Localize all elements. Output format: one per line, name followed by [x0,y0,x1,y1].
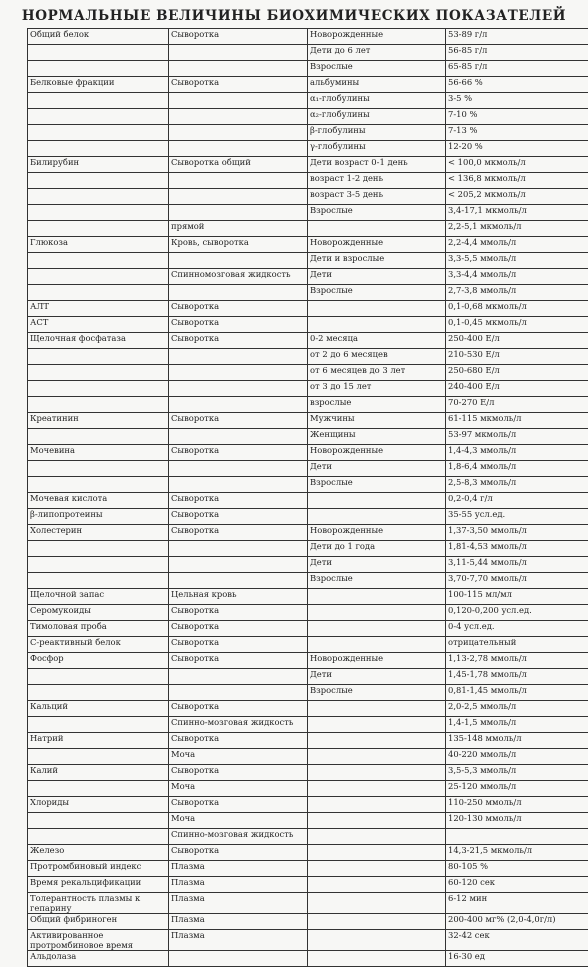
value-cell: 16-30 ед [446,951,588,967]
indicator-cell: Активированное протромбиновое время [28,930,169,951]
table-row [28,749,588,765]
group-cell: Новорожденные [308,653,446,669]
indicator-cell: Хлориды [28,797,169,813]
indicator-cell: Мочевая кислота [28,493,169,509]
material-cell [169,189,308,205]
value-cell: 0,1-0,45 мкмоль/л [446,317,588,333]
indicator-cell: Щелочная фосфатаза [28,333,169,349]
group-cell: Новорожденные [308,445,446,461]
material-cell: Сыворотка [169,29,308,45]
table-row [28,173,588,189]
value-cell: отрицательный [446,637,588,653]
group-cell: β-глобулины [308,125,446,141]
group-cell: Мужчины [308,413,446,429]
material-cell [169,141,308,157]
group-cell [308,877,446,893]
indicator-cell [28,573,169,589]
table-row [28,477,588,493]
material-cell: Плазма [169,893,308,914]
indicator-cell [28,269,169,285]
group-cell [308,637,446,653]
table-row [28,45,588,61]
material-cell: Сыворотка [169,797,308,813]
indicator-cell: Время рекальцификации [28,877,169,893]
table-row [28,845,588,861]
indicator-cell: Железо [28,845,169,861]
indicator-cell: Серомукоиды [28,605,169,621]
value-cell: 70-270 Е/л [446,397,588,413]
value-cell: 7-13 % [446,125,588,141]
material-cell: прямой [169,221,308,237]
material-cell: Спинномозговая жидкость [169,269,308,285]
group-cell: Новорожденные [308,29,446,45]
value-cell: 100-115 мл/мл [446,589,588,605]
table-row [28,781,588,797]
value-cell: 1,81-4,53 ммоль/л [446,541,588,557]
indicator-cell [28,253,169,269]
table-row [28,301,588,317]
indicator-cell [28,61,169,77]
indicator-cell [28,109,169,125]
group-cell: Дети до 6 лет [308,45,446,61]
indicator-cell: Натрий [28,733,169,749]
table-row [28,557,588,573]
material-cell [169,45,308,61]
value-cell: 60-120 сек [446,877,588,893]
indicator-cell [28,429,169,445]
table-row [28,765,588,781]
material-cell: Сыворотка [169,301,308,317]
value-cell: 240-400 Е/л [446,381,588,397]
table-row [28,365,588,381]
indicator-cell [28,365,169,381]
group-cell [308,717,446,733]
table-row [28,221,588,237]
group-cell: Дети [308,461,446,477]
indicator-cell [28,189,169,205]
group-cell [308,509,446,525]
material-cell: Сыворотка [169,509,308,525]
material-cell: Сыворотка [169,605,308,621]
table-row [28,429,588,445]
material-cell [169,951,308,967]
value-cell: 0,81-1,45 ммоль/л [446,685,588,701]
group-cell: от 3 до 15 лет [308,381,446,397]
table-row [28,733,588,749]
material-cell [169,541,308,557]
value-cell: 0,1-0,68 мкмоль/л [446,301,588,317]
material-cell [169,381,308,397]
table-row [28,914,588,930]
group-cell [308,861,446,877]
material-cell: Сыворотка [169,653,308,669]
indicator-cell [28,381,169,397]
material-cell [169,109,308,125]
indicator-cell [28,141,169,157]
group-cell: 0-2 месяца [308,333,446,349]
indicator-cell [28,541,169,557]
table-row [28,701,588,717]
table-row [28,413,588,429]
material-cell [169,477,308,493]
material-cell: Плазма [169,914,308,930]
material-cell: Кровь, сыворотка [169,237,308,253]
value-cell: 56-66 % [446,77,588,93]
value-cell: 3,4-17,1 мкмоль/л [446,205,588,221]
indicator-cell [28,749,169,765]
material-cell [169,365,308,381]
table-row [28,397,588,413]
group-cell [308,733,446,749]
value-cell: 1,4-1,5 ммоль/л [446,717,588,733]
value-cell: 200-400 мг% (2,0-4,0г/л) [446,914,588,930]
group-cell: Взрослые [308,685,446,701]
indicator-cell: Альдолаза [28,951,169,967]
group-cell [308,589,446,605]
value-cell [446,829,588,845]
group-cell: Дети [308,557,446,573]
indicator-cell [28,781,169,797]
material-cell: Сыворотка общий [169,157,308,173]
group-cell [308,493,446,509]
group-cell: Женщины [308,429,446,445]
material-cell [169,685,308,701]
material-cell [169,205,308,221]
table-row [28,61,588,77]
value-cell: 6-12 мин [446,893,588,914]
value-cell: 3-5 % [446,93,588,109]
material-cell: Цельная кровь [169,589,308,605]
table-row [28,269,588,285]
material-cell [169,461,308,477]
indicator-cell: Креатинин [28,413,169,429]
table-row [28,141,588,157]
table-row [28,669,588,685]
indicator-cell: Мочевина [28,445,169,461]
group-cell [308,951,446,967]
value-cell: < 205,2 мкмоль/л [446,189,588,205]
value-cell: 2,2-5,1 мкмоль/л [446,221,588,237]
value-cell: 2,2-4,4 ммоль/л [446,237,588,253]
indicator-cell [28,461,169,477]
indicator-cell: Холестерин [28,525,169,541]
material-cell: Спинно-мозговая жидкость [169,829,308,845]
group-cell: Взрослые [308,61,446,77]
material-cell [169,173,308,189]
group-cell: взрослые [308,397,446,413]
table-row [28,285,588,301]
value-cell: 12-20 % [446,141,588,157]
group-cell: Дети [308,669,446,685]
material-cell: Плазма [169,930,308,951]
group-cell: Взрослые [308,573,446,589]
indicator-cell [28,221,169,237]
value-cell: 53-97 мкмоль/л [446,429,588,445]
table-row [28,525,588,541]
indicator-cell: Тимоловая проба [28,621,169,637]
material-cell: Моча [169,813,308,829]
group-cell: возраст 1-2 день [308,173,446,189]
material-cell: Сыворотка [169,77,308,93]
value-cell: 250-400 Е/л [446,333,588,349]
group-cell [308,621,446,637]
indicator-cell [28,285,169,301]
material-cell [169,669,308,685]
value-cell: 0,120-0,200 усл.ед. [446,605,588,621]
value-cell: 25-120 ммоль/л [446,781,588,797]
indicator-cell: Белковые фракции [28,77,169,93]
material-cell: Плазма [169,877,308,893]
group-cell [308,930,446,951]
material-cell: Сыворотка [169,845,308,861]
material-cell: Сыворотка [169,493,308,509]
material-cell: Сыворотка [169,317,308,333]
value-cell: 1,13-2,78 ммоль/л [446,653,588,669]
group-cell: Новорожденные [308,237,446,253]
material-cell [169,253,308,269]
value-cell: 35-55 усл.ед. [446,509,588,525]
table-row [28,189,588,205]
material-cell: Сыворотка [169,733,308,749]
table-row [28,541,588,557]
material-cell: Сыворотка [169,765,308,781]
group-cell: Взрослые [308,285,446,301]
indicator-cell: Глюкоза [28,237,169,253]
material-cell [169,573,308,589]
value-cell: 1,37-3,50 ммоль/л [446,525,588,541]
table-row [28,893,588,914]
value-cell: 2,5-8,3 ммоль/л [446,477,588,493]
value-cell: 65-85 г/л [446,61,588,77]
table-row [28,29,588,45]
group-cell: альбумины [308,77,446,93]
material-cell: Сыворотка [169,525,308,541]
material-cell: Сыворотка [169,333,308,349]
indicator-cell [28,349,169,365]
group-cell [308,765,446,781]
table-row [28,509,588,525]
indicator-cell [28,557,169,573]
group-cell: от 2 до 6 месяцев [308,349,446,365]
value-cell: 1,45-1,78 ммоль/л [446,669,588,685]
group-cell: Дети и взрослые [308,253,446,269]
table-row [28,253,588,269]
table-row [28,109,588,125]
value-cell: < 100,0 мкмоль/л [446,157,588,173]
value-cell: 250-680 Е/л [446,365,588,381]
material-cell [169,397,308,413]
table-row [28,381,588,397]
indicator-cell: Общий белок [28,29,169,45]
indicator-cell: Протромбиновый индекс [28,861,169,877]
indicator-cell [28,397,169,413]
value-cell: 80-105 % [446,861,588,877]
group-cell [308,893,446,914]
indicator-cell: β-липопротеины [28,509,169,525]
value-cell: < 136,8 мкмоль/л [446,173,588,189]
group-cell [308,317,446,333]
value-cell: 2,7-3,8 ммоль/л [446,285,588,301]
table-row [28,605,588,621]
value-cell: 7-10 % [446,109,588,125]
value-cell: 3,70-7,70 ммоль/л [446,573,588,589]
group-cell [308,749,446,765]
material-cell [169,285,308,301]
table-row [28,653,588,669]
group-cell: от 6 месяцев до 3 лет [308,365,446,381]
group-cell: γ-глобулины [308,141,446,157]
indicator-cell [28,829,169,845]
table-row [28,877,588,893]
indicator-cell: Кальций [28,701,169,717]
value-cell: 3,3-4,4 ммоль/л [446,269,588,285]
group-cell: α₁-глобулины [308,93,446,109]
material-cell: Плазма [169,861,308,877]
value-cell: 3,5-5,3 ммоль/л [446,765,588,781]
group-cell [308,781,446,797]
table-row [28,349,588,365]
material-cell [169,125,308,141]
group-cell [308,301,446,317]
indicator-cell [28,205,169,221]
group-cell: α₂-глобулины [308,109,446,125]
value-cell: 2,0-2,5 ммоль/л [446,701,588,717]
value-cell: 14,3-21,5 мкмоль/л [446,845,588,861]
table-row [28,951,588,967]
material-cell [169,429,308,445]
indicator-cell [28,173,169,189]
group-cell: Дети [308,269,446,285]
indicator-cell: Общий фибриноген [28,914,169,930]
indicator-cell [28,45,169,61]
indicator-cell: Калий [28,765,169,781]
material-cell: Моча [169,781,308,797]
table-row [28,461,588,477]
value-cell: 56-85 г/л [446,45,588,61]
material-cell: Моча [169,749,308,765]
value-cell: 3,11-5,44 ммоль/л [446,557,588,573]
value-cell: 1,8-6,4 ммоль/л [446,461,588,477]
table-row [28,333,588,349]
table-row [28,157,588,173]
material-cell [169,61,308,77]
indicator-cell [28,685,169,701]
indicator-cell: Билирубин [28,157,169,173]
material-cell: Сыворотка [169,701,308,717]
group-cell: Новорожденные [308,525,446,541]
group-cell: Взрослые [308,477,446,493]
table-row [28,813,588,829]
indicator-cell [28,717,169,733]
group-cell: возраст 3-5 день [308,189,446,205]
table-row [28,93,588,109]
indicator-cell [28,669,169,685]
indicator-cell: Фосфор [28,653,169,669]
indicator-cell [28,93,169,109]
group-cell: Взрослые [308,205,446,221]
indicator-cell: АЛТ [28,301,169,317]
value-cell: 3,3-5,5 ммоль/л [446,253,588,269]
material-cell [169,349,308,365]
indicator-cell [28,477,169,493]
table-row [28,205,588,221]
material-cell: Сыворотка [169,637,308,653]
table-row [28,717,588,733]
material-cell [169,557,308,573]
table-row [28,493,588,509]
table-row [28,237,588,253]
value-cell: 120-130 ммоль/л [446,813,588,829]
value-cell: 61-115 мкмоль/л [446,413,588,429]
group-cell [308,701,446,717]
value-cell: 40-220 ммоль/л [446,749,588,765]
value-cell: 110-250 ммоль/л [446,797,588,813]
value-cell: 135-148 ммоль/л [446,733,588,749]
group-cell: Дети возраст 0-1 день [308,157,446,173]
group-cell [308,221,446,237]
table-row [28,930,588,951]
group-cell: Дети до 1 года [308,541,446,557]
table-row [28,573,588,589]
table-row [28,637,588,653]
material-cell: Сыворотка [169,445,308,461]
reference-values-table [27,28,588,967]
value-cell: 53-89 г/л [446,29,588,45]
table-row [28,861,588,877]
group-cell [308,914,446,930]
value-cell: 210-530 Е/л [446,349,588,365]
table-row [28,685,588,701]
group-cell [308,829,446,845]
material-cell: Спинно-мозговая жидкость [169,717,308,733]
table-row [28,77,588,93]
table-row [28,621,588,637]
indicator-cell: АСТ [28,317,169,333]
indicator-cell: Щелочной запас [28,589,169,605]
indicator-cell [28,813,169,829]
table-row [28,797,588,813]
table-row [28,589,588,605]
group-cell [308,845,446,861]
group-cell [308,797,446,813]
value-cell: 0,2-0,4 г/л [446,493,588,509]
table-row [28,125,588,141]
value-cell: 32-42 сек [446,930,588,951]
material-cell: Сыворотка [169,621,308,637]
indicator-cell: С-реактивный белок [28,637,169,653]
value-cell: 0-4 усл.ед. [446,621,588,637]
table-row [28,445,588,461]
indicator-cell [28,125,169,141]
table-row [28,317,588,333]
value-cell: 1,4-4,3 ммоль/л [446,445,588,461]
group-cell [308,813,446,829]
material-cell [169,93,308,109]
indicator-cell: Толерантность плазмы к гепарину [28,893,169,914]
material-cell: Сыворотка [169,413,308,429]
document-title: НОРМАЛЬНЫЕ ВЕЛИЧИНЫ БИОХИМИЧЕСКИХ ПОКАЗАТЕЛЕЙ [0,8,588,24]
table-row [28,829,588,845]
group-cell [308,605,446,621]
